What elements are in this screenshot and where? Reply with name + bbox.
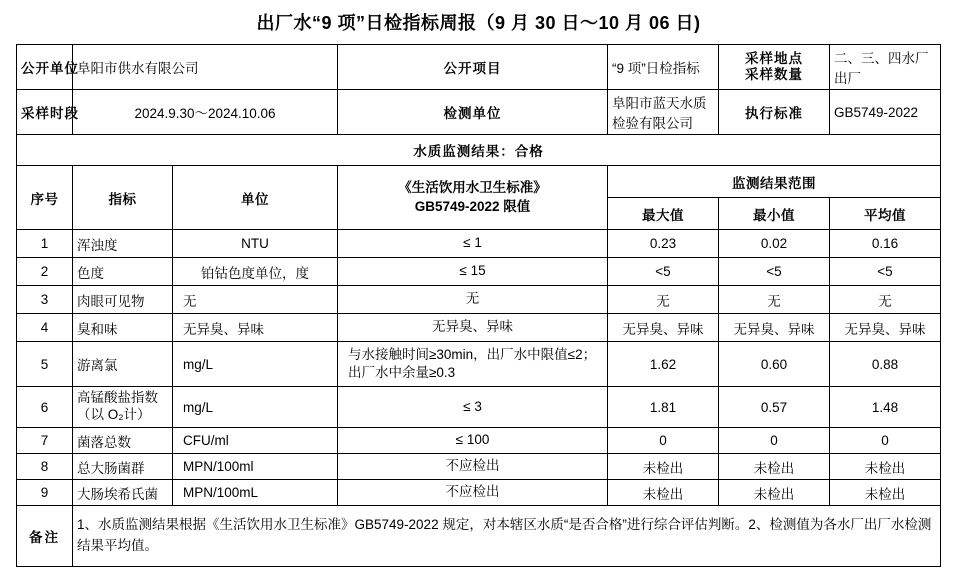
row-avg: 未检出 (830, 480, 941, 506)
row-min: 无异臭、异味 (719, 314, 830, 342)
row-unit: 铂钴色度单位，度 (173, 258, 338, 286)
row-max: 未检出 (608, 480, 719, 506)
row-max: 0.23 (608, 230, 719, 258)
table-row (17, 258, 941, 286)
result-bar: 水质监测结果：合格 (17, 135, 941, 166)
row-unit: 无异臭、异味 (173, 314, 338, 342)
row-avg: 无异臭、异味 (830, 314, 941, 342)
row-max: 未检出 (608, 454, 719, 480)
row-max: 无 (608, 286, 719, 314)
sampling-place-label-line1: 采样地点 (745, 51, 803, 67)
row-min: 0.60 (719, 342, 830, 387)
row-avg: 0.16 (830, 230, 941, 258)
table-row (17, 230, 941, 258)
header-avg: 平均值 (830, 198, 941, 230)
header-indicator: 指标 (73, 166, 173, 230)
row-index: 1 (17, 230, 73, 258)
row-min: 无 (719, 286, 830, 314)
row-max: <5 (608, 258, 719, 286)
testing-unit-label: 检测单位 (338, 90, 608, 135)
row-indicator: 游离氯 (73, 342, 173, 387)
row-index: 4 (17, 314, 73, 342)
disclosure-unit-label: 公开单位 (17, 45, 73, 90)
info-row-2 (17, 90, 941, 135)
row-unit: CFU/ml (173, 428, 338, 454)
table-row (17, 428, 941, 454)
row-index: 9 (17, 480, 73, 506)
row-index: 3 (17, 286, 73, 314)
row-index: 5 (17, 342, 73, 387)
table-row (17, 480, 941, 506)
row-limit: ≤ 15 (338, 258, 608, 286)
sampling-period-value: 2024.9.30～2024.10.06 (73, 90, 338, 135)
page-title: 出厂水“9 项”日检指标周报（9 月 30 日～10 月 06 日) (256, 13, 701, 33)
row-index: 7 (17, 428, 73, 454)
sampling-place-label (719, 45, 830, 90)
row-min: <5 (719, 258, 830, 286)
header-range-group: 监测结果范围 (608, 166, 941, 198)
standard-label: 执行标准 (719, 90, 830, 135)
row-unit: mg/L (173, 387, 338, 428)
disclosure-unit-value: 阜阳市供水有限公司 (73, 45, 338, 90)
row-unit: 无 (173, 286, 338, 314)
header-max: 最大值 (608, 198, 719, 230)
row-indicator: 高锰酸盐指数（以 O₂计） (73, 387, 173, 428)
row-indicator: 总大肠菌群 (73, 454, 173, 480)
row-max: 无异臭、异味 (608, 314, 719, 342)
sampling-place-value: 二、三、四水厂出厂 (830, 45, 941, 90)
remark-row (17, 506, 941, 567)
testing-unit-value: 阜阳市蓝天水质检验有限公司 (608, 90, 719, 135)
sampling-place-label-line2: 采样数量 (745, 67, 803, 82)
row-index: 6 (17, 387, 73, 428)
row-index: 2 (17, 258, 73, 286)
header-standard-line2: GB5749-2022 限值 (414, 198, 531, 214)
row-avg: 0.88 (830, 342, 941, 387)
disclosure-item-value: “9 项”日检指标 (608, 45, 719, 90)
row-unit: MPN/100ml (173, 454, 338, 480)
sampling-period-label: 采样时段 (17, 90, 73, 135)
row-limit: ≤ 100 (338, 428, 608, 454)
row-avg: 未检出 (830, 454, 941, 480)
table-row (17, 387, 941, 428)
row-min: 0 (719, 428, 830, 454)
header-unit: 单位 (173, 166, 338, 230)
row-unit: mg/L (173, 342, 338, 387)
row-max: 1.62 (608, 342, 719, 387)
row-min: 未检出 (719, 454, 830, 480)
row-avg: 1.48 (830, 387, 941, 428)
row-limit: 无 (338, 286, 608, 314)
row-min: 未检出 (719, 480, 830, 506)
table-header-row-1 (17, 166, 941, 198)
row-limit: ≤ 1 (338, 230, 608, 258)
row-index: 8 (17, 454, 73, 480)
row-min: 0.57 (719, 387, 830, 428)
table-row (17, 342, 941, 387)
row-limit: 不应检出 (338, 480, 608, 506)
row-avg: 0 (830, 428, 941, 454)
table-row (17, 286, 941, 314)
row-indicator: 色度 (73, 258, 173, 286)
row-unit: NTU (173, 230, 338, 258)
report-table (16, 44, 941, 567)
row-limit: 与水接触时间≥30min，出厂水中限值≤2；出厂水中余量≥0.3 (338, 342, 608, 387)
row-indicator: 肉眼可见物 (73, 286, 173, 314)
table-row (17, 314, 941, 342)
header-min: 最小值 (719, 198, 830, 230)
header-standard-line1: 《生活饮用水卫生标准》 (398, 180, 547, 196)
row-avg: 无 (830, 286, 941, 314)
row-max: 1.81 (608, 387, 719, 428)
header-standard (338, 166, 608, 230)
row-limit: 无异臭、异味 (338, 314, 608, 342)
row-limit: ≤ 3 (338, 387, 608, 428)
disclosure-item-label: 公开项目 (338, 45, 608, 90)
result-bar-row (17, 135, 941, 166)
row-indicator: 大肠埃希氏菌 (73, 480, 173, 506)
row-indicator: 臭和味 (73, 314, 173, 342)
row-indicator: 浑浊度 (73, 230, 173, 258)
info-row-1 (17, 45, 941, 90)
remark-label: 备注 (17, 506, 73, 567)
row-limit: 不应检出 (338, 454, 608, 480)
table-row (17, 454, 941, 480)
remark-text: 1、水质监测结果根据《生活饮用水卫生标准》GB5749-2022 规定，对本辖区水质“是否合格”进行综合评估判断。2、检测值为各水厂出厂水检测结果平均值。 (73, 506, 941, 567)
row-avg: <5 (830, 258, 941, 286)
row-indicator: 菌落总数 (73, 428, 173, 454)
standard-value: GB5749-2022 (830, 90, 941, 135)
row-max: 0 (608, 428, 719, 454)
row-min: 0.02 (719, 230, 830, 258)
header-index: 序号 (17, 166, 73, 230)
row-unit: MPN/100mL (173, 480, 338, 506)
